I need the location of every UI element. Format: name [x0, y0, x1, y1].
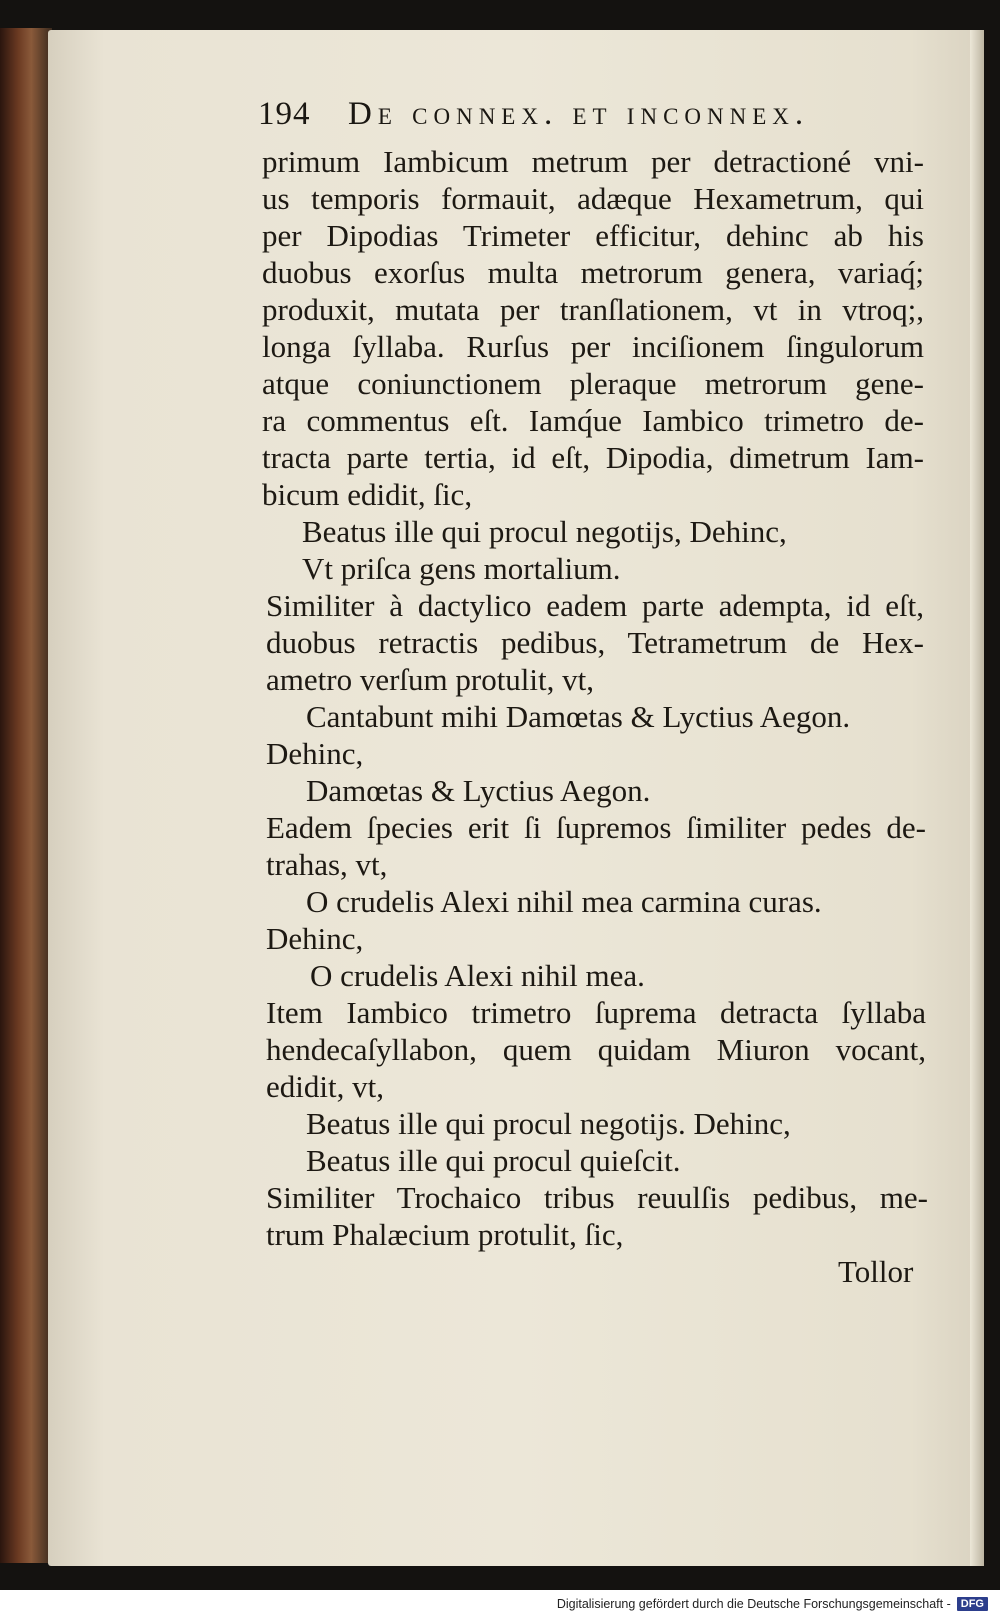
text-line: tracta parte tertia, id eſt, Dipodia, dimetrum Iam-	[262, 440, 924, 475]
verse-line: Beatus ille qui procul negotijs. Dehinc,	[306, 1106, 791, 1141]
verse-line: Vt priſca gens mortalium.	[302, 551, 621, 586]
text-line: ra commentus eſt. Iamq́ue Iambico trimetro de-	[262, 403, 924, 438]
text-line: produxit, mutata per tranſlationem, vt in vtroq;,	[262, 292, 924, 327]
text-line: ametro verſum protulit, vt,	[266, 662, 595, 697]
text-line: duobus retractis pedibus, Tetrametrum de Hex-	[266, 625, 924, 660]
running-header	[258, 96, 948, 136]
page-edge	[970, 30, 984, 1566]
text-line: trum Phalæcium protulit, ſic,	[266, 1217, 624, 1252]
verse-line: Damœtas & Lyctius Aegon.	[306, 773, 651, 808]
text-line: us temporis formauit, adæque Hexametrum, qui	[262, 181, 924, 216]
text-line: hendecaſyllabon, quem quidam Miuron vocant,	[266, 1032, 926, 1067]
book-spine	[0, 28, 52, 1563]
text-line: duobus exorſus multa metrorum genera, variaq́;	[262, 255, 924, 290]
text-line: Item Iambico trimetro ſuprema detracta ſyllaba	[266, 995, 926, 1030]
text-line: Dehinc,	[266, 921, 364, 956]
page-number: 194	[258, 96, 311, 132]
text-line: bicum edidit, ſic,	[262, 477, 473, 512]
verse-line: O crudelis Alexi nihil mea.	[310, 958, 645, 993]
text-line: trahas, vt,	[266, 847, 388, 882]
catchword: Tollor	[838, 1254, 914, 1289]
text-line: atque coniunctionem pleraque metrorum gene-	[262, 366, 924, 401]
text-line: longa ſyllaba. Rurſus per inciſionem ſingulorum	[262, 329, 924, 364]
text-line: per Dipodias Trimeter efficitur, dehinc ab his	[262, 218, 924, 253]
verse-line: Beatus ille qui procul quieſcit.	[306, 1143, 681, 1178]
text-line: Similiter à dactylico eadem parte adempta, id eſt,	[266, 588, 924, 623]
digitization-footer	[557, 1594, 988, 1614]
running-title: De connex. et inconnex.	[348, 96, 810, 132]
text-line: Dehinc,	[266, 736, 364, 771]
text-line: primum Iambicum metrum per detractioné vni-	[262, 144, 924, 179]
verse-line: O crudelis Alexi nihil mea carmina curas.	[306, 884, 822, 919]
text-line: Eadem ſpecies erit ſi ſupremos ſimiliter pedes de-	[266, 810, 926, 845]
text-line: edidit, vt,	[266, 1069, 384, 1104]
verse-line: Beatus ille qui procul negotijs, Dehinc,	[302, 514, 787, 549]
dfg-logo: DFG	[957, 1597, 988, 1611]
text-line: Similiter Trochaico tribus reuulſis pedibus, me-	[266, 1180, 928, 1215]
footer-credit: Digitalisierung gefördert durch die Deutsche Forschungsgemeinschaft -	[556, 1597, 951, 1611]
verse-line: Cantabunt mihi Damœtas & Lyctius Aegon.	[306, 699, 851, 734]
